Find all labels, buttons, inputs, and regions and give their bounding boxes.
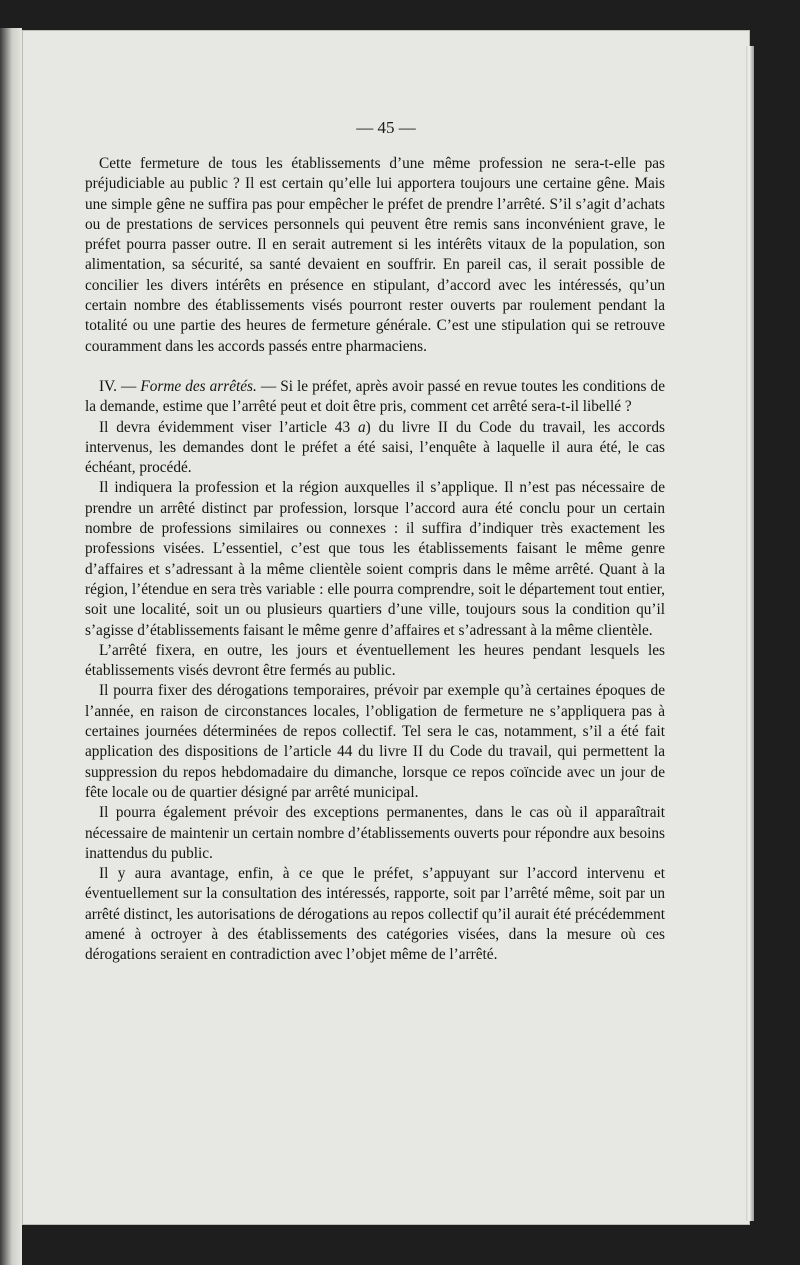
section-title: Forme des arrêtés. <box>140 377 257 395</box>
section-number: IV. — <box>99 377 141 395</box>
paragraph: Il devra évidemment viser l’article 43 a) du livre II du Code du travail, les accords intervenus, les demandes dont le préfet a été saisi, l’enquête à laquelle il aura été, le cas échéant, procédé. <box>85 418 665 477</box>
paragraph: L’arrêté fixera, en outre, les jours et éventuellement les heures pendant lesquels les établissements visés devront être fermés au public. <box>85 641 665 680</box>
paragraph: Cette fermeture de tous les établissements d’une même profession ne sera-t-elle pas préjudiciable au public ? Il est certain qu’elle lui apportera toujours une certaine gêne. Mais une simple gêne ne suffira pas pour empêcher le préfet de prendre l’arrêté. S’il s’agit d’achats ou de prestations de services personnels qui peuvent être remis sans inconvénient grave, le préfet pourra passer outre. Il en serait autrement si les intérêts vitaux de la population, son alimentation, sa sécurité, sa santé devaient en souffrir. En pareil cas, il serait possible de concilier les divers intérêts en présence en stipulant, d’accord avec les intéressés, qu’un certain nombre des établissements visés pourront rester ouverts par roulement pendant la totalité ou une partie des heures de fermeture générale. C’est une stipulation qui se retrouve couramment dans les accords passés entre pharmaciens. <box>85 155 665 355</box>
paragraph: Il pourra également prévoir des exceptions permanentes, dans le cas où il apparaîtrait nécessaire de maintenir un certain nombre d’établissements ouverts pour répondre aux besoins inattendus du public. <box>85 804 665 862</box>
page-number: — 45 — <box>356 118 416 137</box>
document-page <box>22 30 750 1225</box>
section-iv-heading <box>85 377 665 418</box>
body-text <box>85 154 665 966</box>
paragraph: Il pourra fixer des dérogations temporaires, prévoir par exemple qu’à certaines époques de l’année, en raison de circonstances locales, l’obligation de fermeture ne s’appliquera pas à certaines journées déterminées de repos collectif. Tel sera le cas, notamment, s’il a été fait application des dispositions de l’article 44 du livre II du Code du travail, qui permettent la suppression du repos hebdomadaire du dimanche, lorsque ce repos coïncide avec un jour de fête locale ou de quartier désigné par arrêté municipal. <box>85 682 665 801</box>
paragraph: Il y aura avantage, enfin, à ce que le préfet, s’appuyant sur l’accord intervenu et éventuellement sur la consultation des intéressés, rapporte, soit par l’arrêté même, soit par un arrêté distinct, les autorisations de dérogations au repos collectif qu’il aurait été précédemment amené à octroyer à des établissements des catégories visées, dans la mesure où ces dérogations seraient en contradiction avec l’objet même de l’arrêté. <box>85 865 665 964</box>
book-gutter <box>0 28 22 1265</box>
page-edge <box>746 46 754 1221</box>
paragraph: Il indiquera la profession et la région auxquelles il s’applique. Il n’est pas nécessaire de prendre un arrêté distinct par profession, lorsque l’accord aura été conclu pour un certain nombre de professions similaires ou connexes : il suffira d’indiquer très exactement les professions visées. L’essentiel, c’est que tous les établissements faisant le même genre d’affaires et s’adressant à la même clientèle soient compris dans le même arrêté. Quant à la région, l’étendue en sera très variable : elle pourra comprendre, soit le département tout entier, soit une localité, soit un ou plusieurs quartiers d’une ville, toujours sous la condition qu’il s’agisse d’établissements faisant le même genre d’affaires et s’adressant à la même clientèle. <box>85 479 665 639</box>
section-intro: — Si le préfet, après avoir passé en revue toutes les conditions de la demande, estime que l’arrêté peut et doit être pris, comment cet arrêté sera-t-il libellé ? <box>85 377 665 416</box>
